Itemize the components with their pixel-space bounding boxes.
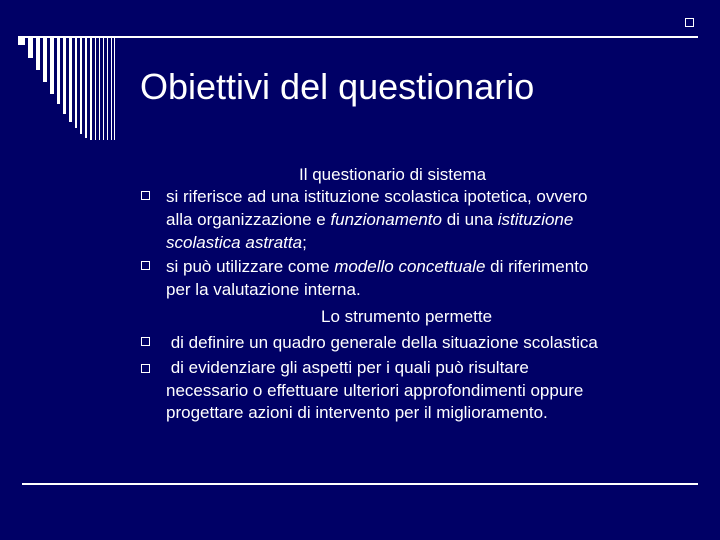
bullet-square-icon	[141, 261, 150, 270]
bullet1-line2: alla organizzazione e funzionamento di una istituzione	[166, 210, 574, 229]
bullet1-line1: si riferisce ad una istituzione scolastica ipotetica, ovvero	[166, 187, 588, 206]
bottom-rule	[22, 483, 698, 485]
bullet4-line3: progettare azioni di intervento per il miglioramento.	[166, 403, 548, 422]
bullet1-line3: scolastica astratta;	[166, 233, 307, 252]
bullet2-line1: si può utilizzare come modello concettuale di riferimento	[166, 257, 589, 276]
bullet-square-icon	[141, 337, 150, 346]
slide-title: Obiettivi del questionario	[140, 66, 535, 107]
bullet4-line1: di evidenziare gli aspetti per i quali può risultare	[166, 358, 529, 377]
bullet4-line2: necessario o effettuare ulteriori approfondimenti oppure	[166, 381, 584, 400]
bullet2-line2: per la valutazione interna.	[166, 280, 361, 299]
bullet-square-icon	[141, 191, 150, 200]
body-subheading: Lo strumento permette	[321, 307, 493, 326]
bullet3-line1: di definire un quadro generale della situazione scolastica	[166, 333, 598, 352]
bullet-square-icon	[141, 364, 150, 373]
body-heading: Il questionario di sistema	[299, 165, 487, 184]
